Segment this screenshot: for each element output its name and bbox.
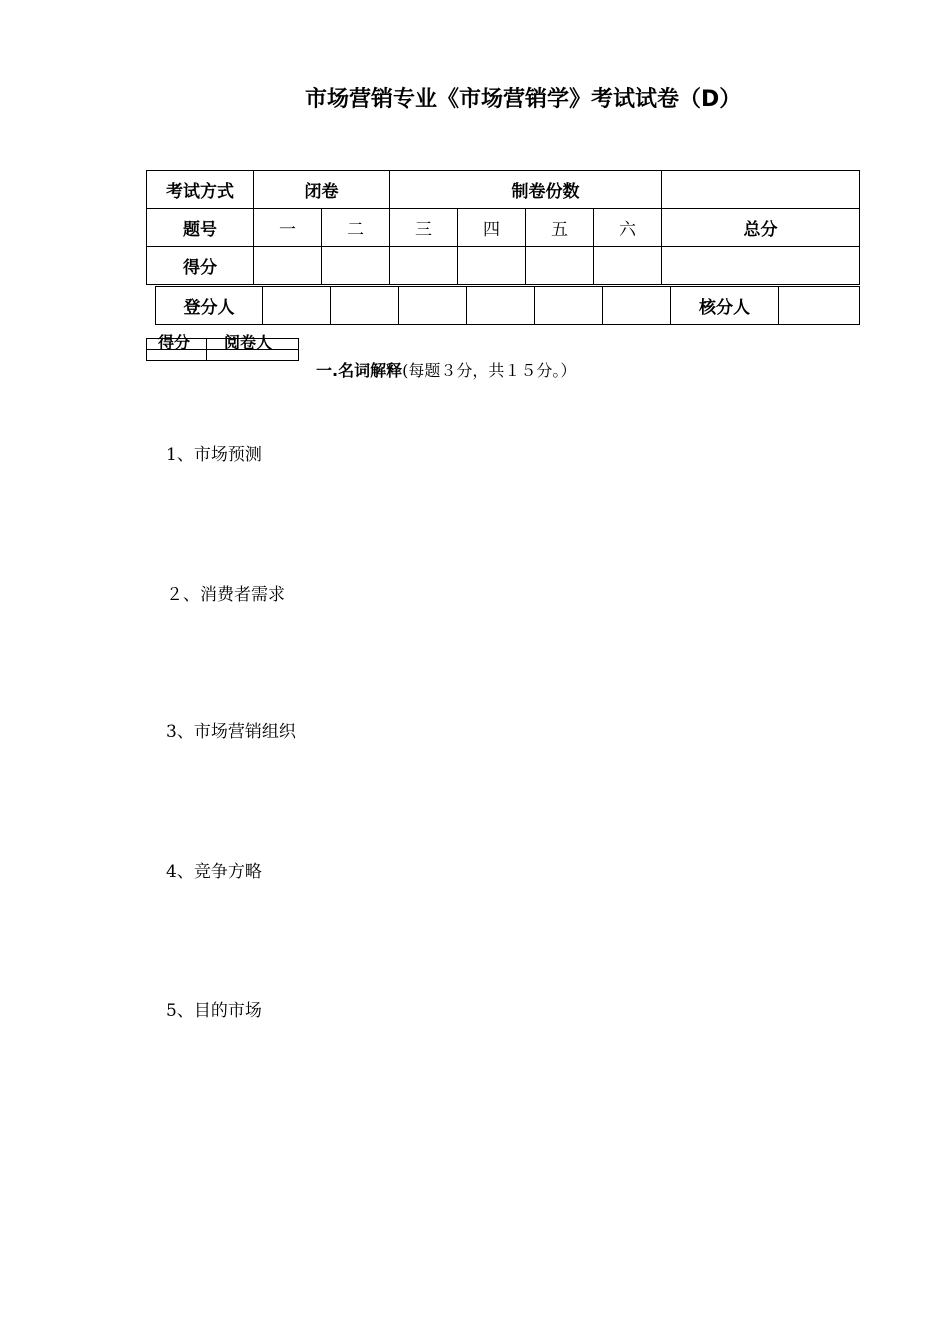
exam-mode-value: 闭卷 [254, 171, 390, 209]
table-row [147, 247, 860, 285]
recorder-cell-5[interactable] [535, 287, 603, 325]
score-cell-1[interactable] [254, 247, 322, 285]
table-row [147, 209, 860, 247]
score-cell-total[interactable] [662, 247, 860, 285]
score-cell-5[interactable] [526, 247, 594, 285]
score-cell-6[interactable] [594, 247, 662, 285]
score-cell-3[interactable] [390, 247, 458, 285]
score-cell-2[interactable] [322, 247, 390, 285]
recorder-cell-1[interactable] [263, 287, 331, 325]
page-title: 市场营销专业《市场营销学》考试试卷（D） [305, 87, 742, 112]
score-box-bottom-left[interactable] [147, 350, 207, 361]
section-note: (每题３分，共１５分。） [402, 361, 577, 380]
recorder-cell-6[interactable] [603, 287, 671, 325]
question-item: 4、竞争方略 [166, 862, 262, 882]
question-no-label: 题号 [147, 209, 254, 247]
copies-value[interactable] [662, 171, 860, 209]
table-row [156, 287, 860, 325]
score-box [146, 338, 299, 361]
recorder-cell-4[interactable] [467, 287, 535, 325]
total-label: 总分 [662, 209, 860, 247]
score-row-label: 得分 [147, 247, 254, 285]
question-item: ２、消费者需求 [166, 585, 285, 605]
section-number: 一. [316, 361, 339, 380]
table-row [147, 171, 860, 209]
score-box-top-right [207, 339, 299, 350]
exam-info-table [146, 170, 860, 285]
question-item: 1、市场预测 [166, 445, 262, 465]
question-no-1: 一 [254, 209, 322, 247]
register-table [155, 286, 860, 325]
recorder-cell-2[interactable] [331, 287, 399, 325]
section-heading [316, 358, 576, 381]
copies-label: 制卷份数 [390, 171, 662, 209]
recorder-cell-3[interactable] [399, 287, 467, 325]
score-box-score-label: 得分 [158, 333, 191, 352]
score-box-top-left [147, 339, 207, 350]
checker-cell[interactable] [779, 287, 860, 325]
section-title: 名词解释 [338, 361, 403, 380]
question-no-3: 三 [390, 209, 458, 247]
question-no-6: 六 [594, 209, 662, 247]
exam-mode-label: 考试方式 [147, 171, 254, 209]
score-cell-4[interactable] [458, 247, 526, 285]
question-no-2: 二 [322, 209, 390, 247]
checker-label: 核分人 [671, 287, 779, 325]
score-box-bottom-right[interactable] [207, 350, 299, 361]
question-no-5: 五 [526, 209, 594, 247]
score-box-grader-label: 阅卷人 [224, 333, 273, 352]
question-item: 5、目的市场 [166, 1001, 262, 1021]
question-no-4: 四 [458, 209, 526, 247]
recorder-label: 登分人 [156, 287, 263, 325]
question-item: 3、市场营销组织 [166, 722, 296, 742]
